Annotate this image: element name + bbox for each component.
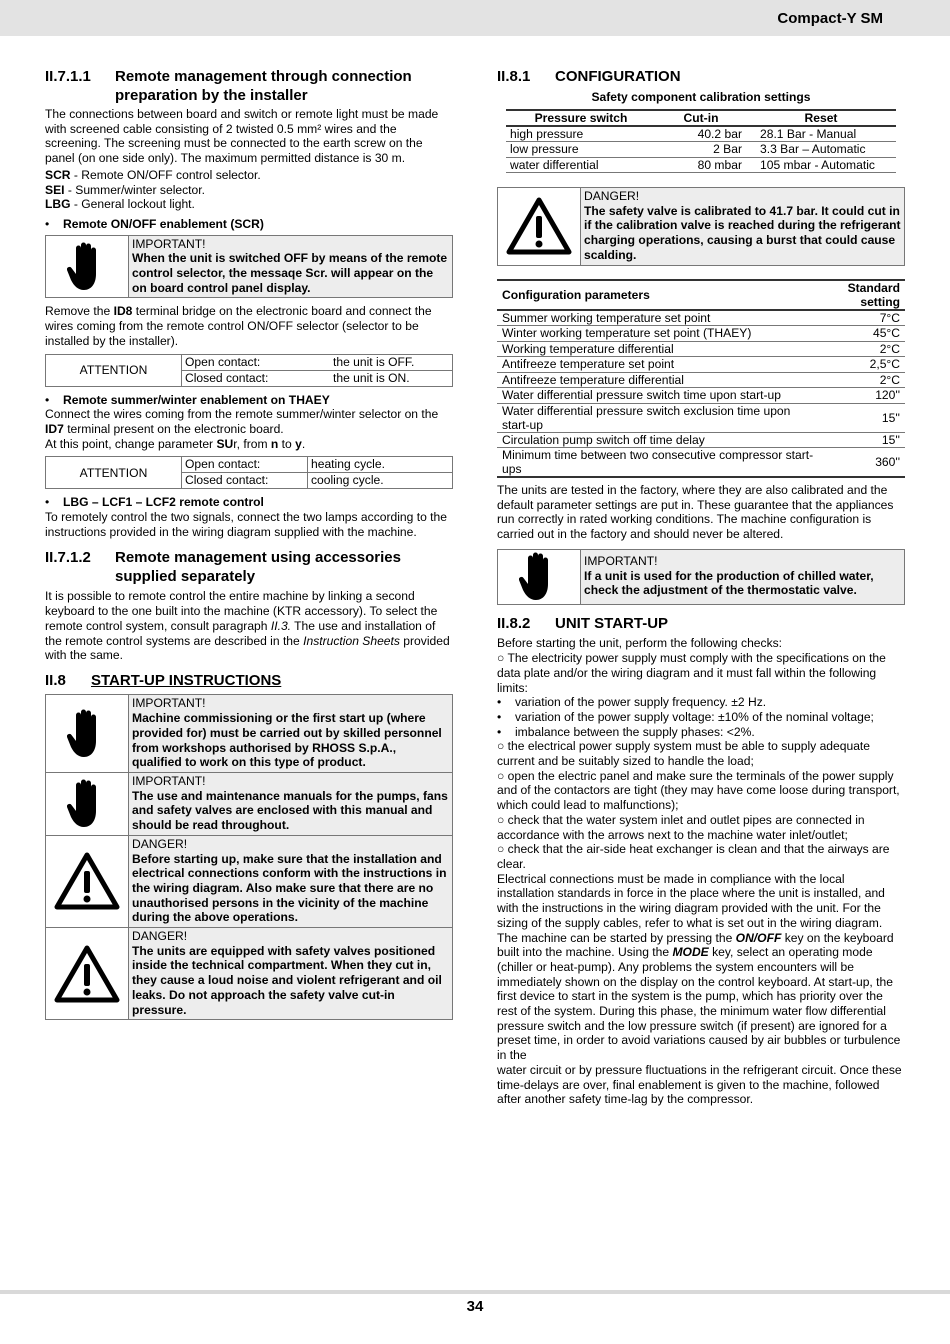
hand-stop-icon	[46, 773, 129, 835]
check-item: ○ the electrical power supply system must be able to supply adequate current and be suitably sized to handle the load;	[497, 739, 871, 769]
section-heading: II.8 START-UP INSTRUCTIONS	[45, 671, 282, 689]
paragraph: Remove the ID8 terminal bridge on the electronic board and connect the wires coming from the remote control ON/OFF selector (selector to be installed by the installer).	[45, 304, 432, 348]
important-box: IMPORTANT! The use and maintenance manuals for the pumps, fans and safety valves are enclosed with this manual and should be read throughout.	[45, 773, 453, 836]
table-header: Pressure switch	[506, 110, 656, 126]
table-caption: Safety component calibration settings	[591, 89, 811, 104]
paragraph: Electrical connections must be made in compliance with the local installation standards in force in the place where the unit is installed, and with the instructions in the wiring diagram provided with the unit. For the sizing of the supply cables, refer to what is set out in the wiring diagram.	[497, 871, 885, 930]
table-header: Standard setting	[835, 280, 905, 310]
section-title: Remote management through connection preparation by the installer	[115, 68, 412, 104]
right-column	[497, 68, 905, 1107]
check-item: ○ check that the air-side heat exchanger is clean and that the airways are clear.	[497, 842, 890, 871]
paragraph: Connect the wires coming from the remote summer/winter selector on the ID7 terminal present on the electronic board.	[45, 407, 439, 436]
table-header: Cut-in	[656, 110, 746, 126]
definition: SEI - Summer/winter selector.	[45, 182, 205, 197]
important-box: IMPORTANT! If a unit is used for the production of chilled water, check the adjustment of the thermostatic valve.	[497, 549, 905, 605]
footer-divider	[0, 1290, 950, 1294]
definition: LBG - General lockout light.	[45, 197, 195, 212]
page-number: 34	[466, 1298, 484, 1315]
warning-triangle-icon	[46, 928, 129, 1019]
bullet-heading: • Remote summer/winter enablement on THAEY	[45, 392, 330, 407]
table-row: low pressure 2 Bar 3.3 Bar – Automatic	[506, 142, 896, 158]
bullet-heading: • LBG – LCF1 – LCF2 remote control	[45, 495, 264, 510]
table-row: water differential 80 mbar 105 mbar - Automatic	[506, 157, 896, 173]
hand-stop-icon	[498, 550, 581, 604]
attention-table: ATTENTION Open contact: the unit is OFF. Closed contact: the unit is ON.	[45, 354, 453, 387]
paragraph: It is possible to remote control the entire machine by linking a second keyboard to the one built into the machine (KTR accessory). To select the remote control system, consult paragraph II.3. The use and installation of the remote control systems are described in the Instruction Sheets provided with the same.	[45, 589, 450, 663]
document-title: Compact-Y SM	[777, 10, 883, 27]
table-row: Summer working temperature set point 7°C	[497, 310, 905, 326]
bullet-heading: • Remote ON/OFF enablement (SCR)	[45, 216, 264, 231]
section-number: II.7.1.1	[45, 68, 91, 85]
hand-stop-icon	[46, 236, 129, 298]
paragraph: To remotely control the two signals, connect the two lamps according to the instructions provided in the wiring diagram supplied with the machine.	[45, 510, 447, 539]
pressure-switch-table	[506, 109, 896, 174]
table-row: high pressure 40.2 bar 28.1 Bar - Manual	[506, 126, 896, 142]
table-row: Working temperature differential 2°C	[497, 341, 905, 357]
paragraph: The connections between board and switch or remote light must be made with screened cable consisting of 2 twisted 0.5 mm² wires and the screening. The screening must be connected to the earth screw on the panel (on one side only). The maximum permitted distance is 30 m.	[45, 107, 439, 166]
warning-stack	[45, 694, 453, 1020]
table-header: Configuration parameters	[497, 280, 835, 310]
list-item: • variation of the power supply voltage: ±10% of the nominal voltage;	[497, 709, 874, 724]
list-item: • variation of the power supply frequency. ±2 Hz.	[497, 695, 767, 710]
configuration-table	[497, 279, 905, 479]
paragraph: The machine can be started by pressing the ON/OFF key on the keyboard built into the machine. Using the MODE key, select an operating mode (chiller or heat-pump). Any problems the system encounters will be immediately shown on the display on the control keyboard. At start-up, the first device to start in the system is the pump, which has priority over the rest of the system. During this phase, the minimum water flow differential pressure switch and the low pressure switch (if present) are ignored for a preset time, in order to avoid variations caused by air bubbles or turbulence in the	[497, 930, 901, 1063]
table-row: Minimum time between two consecutive compressor start-ups 360''	[497, 448, 905, 478]
warning-triangle-icon	[46, 836, 129, 927]
left-column	[45, 68, 453, 1020]
list-item: • imbalance between the supply phases: <2%.	[497, 724, 755, 739]
danger-box: DANGER! The units are equipped with safety valves positioned inside the technical compartment. When they cut in, they cause a loud noise and violent refrigerant and oil leaks. Do not approach the safety valve cut-in pressure.	[45, 928, 453, 1020]
paragraph: water circuit or by pressure fluctuations in the refrigerant circuit. Once these time-delays are over, final enablement is given to the machine, followed after another safety time-lag by the compressor.	[497, 1062, 902, 1107]
hand-stop-icon	[46, 695, 129, 772]
section-heading	[45, 68, 453, 105]
table-row: Winter working temperature set point (THAEY) 45°C	[497, 326, 905, 342]
check-item: ○ The electricity power supply must comply with the specifications on the data plate and/or the wiring diagram and it must fall within the following limits:	[497, 651, 886, 695]
section-heading: II.8.1 CONFIGURATION	[497, 68, 681, 85]
table-row: Circulation pump switch off time delay 15''	[497, 432, 905, 448]
check-item: ○ open the electric panel and make sure the terminals of the power supply and of the contactors are tight (they may have come loose during transport, which could lead to malfunctions);	[497, 768, 900, 813]
danger-box: DANGER! The safety valve is calibrated to 41.7 bar. It could cut in if the calibration valve is reached during the refrigerant charging operations, causing a burst that could cause scalding.	[497, 187, 905, 266]
page-header	[0, 0, 950, 36]
table-row: Antifreeze temperature set point 2,5°C	[497, 357, 905, 373]
important-box: IMPORTANT! When the unit is switched OFF by means of the remote control selector, the messaqe Scr. will appear on the on board control panel display.	[45, 235, 453, 299]
definition: SCR - Remote ON/OFF control selector.	[45, 167, 261, 182]
table-header: Reset	[746, 110, 896, 126]
paragraph: At this point, change parameter SUr, from n to y.	[45, 436, 306, 451]
danger-box: DANGER! Before starting up, make sure that the installation and electrical connections conform with the instructions in the wiring diagram. Also make sure that there are no unauthorised persons in the vicinity of the machine during the above operations.	[45, 836, 453, 928]
table-row: Water differential pressure switch time upon start-up 120''	[497, 388, 905, 404]
warning-triangle-icon	[498, 188, 581, 265]
table-row: Water differential pressure switch exclusion time upon start-up 15''	[497, 403, 905, 432]
attention-table: ATTENTION Open contact: heating cycle. Closed contact: cooling cycle.	[45, 456, 453, 489]
paragraph: The units are tested in the factory, where they are also calibrated and the default parameter settings are put in. These guarantee that the appliances run correctly in rated working conditions. The machine configuration is carried out in the factory and should never be altered.	[497, 483, 894, 542]
check-item: ○ check that the water system inlet and outlet pipes are connected in accordance with the arrows next to the machine water inlet/outlet;	[497, 812, 865, 842]
table-row: Antifreeze temperature differential 2°C	[497, 372, 905, 388]
section-heading: II.8.2 UNIT START-UP	[497, 614, 669, 632]
paragraph: Before starting the unit, perform the following checks:	[497, 636, 783, 651]
section-heading: II.7.1.2 Remote management using accessories supplied separately	[45, 549, 401, 585]
important-box: IMPORTANT! Machine commissioning or the first start up (where provided for) must be carried out by skilled personnel from workshops authorised by RHOSS S.p.A., qualified to work on this type of product.	[45, 694, 453, 773]
